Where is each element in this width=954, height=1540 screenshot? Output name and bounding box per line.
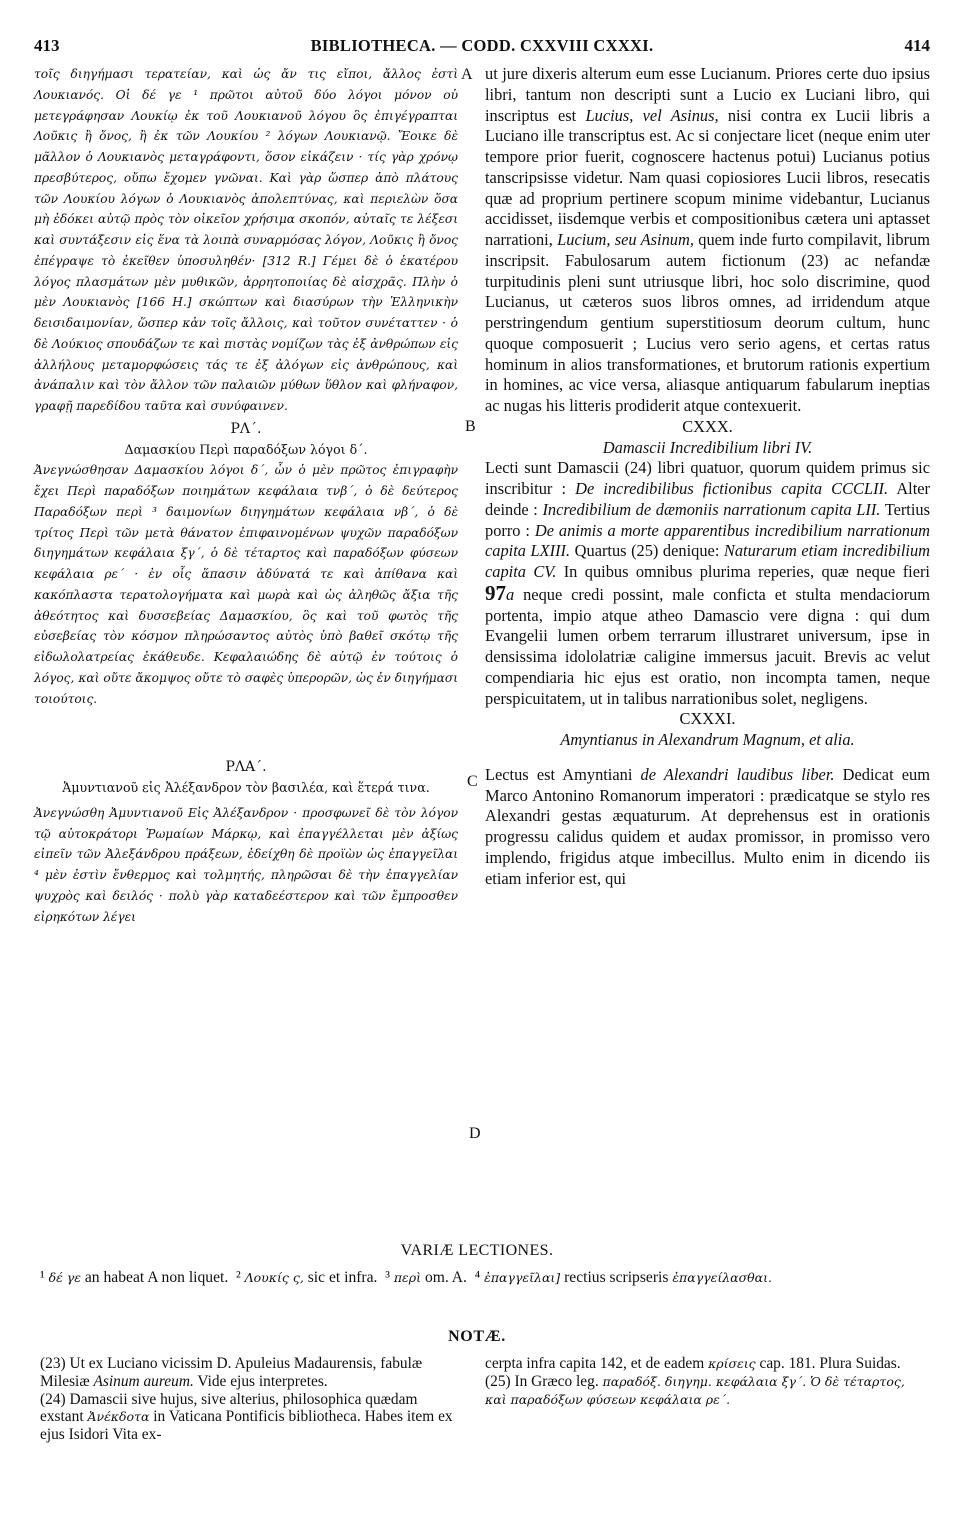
- latin-italic-title: Naturarum etiam incredibilium capita CV.: [485, 541, 930, 581]
- greek-column: [34, 64, 458, 927]
- column-marker-97: 97: [485, 580, 506, 605]
- notes-right-column: [485, 1355, 930, 1408]
- left-page-number: 413: [34, 36, 60, 55]
- latin-italic-title: de Alexandri laudibus liber.: [640, 764, 835, 784]
- greek-paragraph-1: τοῖς διηγήμασι τερατείαν, καὶ ὡς ἄν τις εἴποι, ἄλλος ἐστὶ Λουκιανός. Οἱ δέ γε ¹ πρῶτοι αὐτοῦ δύο λόγοι μόνον οὐ μετεγράφησαν Λουκίῳ ἐκ τοῦ Λουκιανοῦ λόγου ὃς ἐπιγέγραπται Λοῦκις ἢ ὄνος, ἢ ἐκ τῶν Λουκίου ² λόγων Λουκιανῷ. Ἔοικε δὲ μᾶλλον ὁ Λουκιανὸς μεταγράφοντι, ὅσον εἰκάζειν · τίς γὰρ χρόνῳ πρεσβύτερος, οὔπω ἔχομεν γνῶναι. Καὶ γὰρ ὥσπερ ἀπὸ πλάτους τῶν Λουκίου λόγων ὁ Λουκιανὸς ἀπολεπτύνας, καὶ περιελὼν ὅσα μὴ ἐδόκει αὐτῷ πρὸς τὸν οἰκεῖον χρήσιμα σκοπόν, αὐταῖς τε λέξεσι καὶ συντάξεσιν εἰς ἕνα τὰ λοιπὰ συναρμόσας λόγον, Λοῦκις ἢ ὄνος ἐπέγραψε τὸ ἐκεῖθεν ὑποσυληθέν· [312 R.] Γέμει δὲ ὁ ἑκατέρου λόγος πλασμάτων μὲν μυθικῶν, ἀρρητοποιίας δὲ αἰσχρᾶς. Πλὴν ὁ μὲν Λουκιανὸς [166 H.] σκώπτων καὶ διασύρων τὴν Ἑλληνικὴν δεισιδαιμονίαν, ὥσπερ κἀν τοῖς ἄλλοις, καὶ τοῦτον συνέταττεν · ὁ δὲ Λούκιος σπουδάζων τε καὶ πιστὰς νομίζων τὰς ἐξ ἀνθρώπων εἰς ἀλλήλους μεταμορφώσεις τάς τε ἐξ ἀλόγων εἰς ἀνθρώπους, καὶ ἀνάπαλιν καὶ τὸν ἄλλον τῶν παλαιῶν μύθων ὕθλον καὶ φλήναφον, γραφῇ παρεδίδου ταῦτα καὶ συνύφαινεν.: [34, 67, 458, 413]
- note-greek: κρίσεις: [708, 1356, 756, 1371]
- note-text: (25) In Græco leg.: [485, 1372, 599, 1390]
- latin-paragraph-1: [485, 64, 930, 417]
- note-text: cap. 181. Plura Suidas.: [759, 1355, 901, 1372]
- greek-subheading-130: Δαμασκίου Περὶ παραδόξων λόγοι δ΄.: [124, 441, 368, 457]
- note-text: cerpta infra capita 142, et de eadem: [485, 1355, 705, 1372]
- margin-letter-d: D: [469, 1125, 481, 1142]
- note-text: (24) Damascii sive hujus, sive alterius, philosophica quædam exstant: [40, 1390, 418, 1426]
- variant-number: ²: [236, 1269, 241, 1286]
- variant-note: om. A.: [424, 1269, 467, 1286]
- latin-text: Dedicat eum Marco Antonino Romanorum imperatori : prædicatque se stylo res Alexandri gestas æquaturum. At deprehensus est in orationis progressu calidus quidem et audax promissor, in promisso vero implendo, frigidus atque imbecillus. Multo enim in dicendo iis etiam inferior est, qui: [485, 764, 930, 888]
- page-header: [34, 36, 930, 60]
- variant-greek: Λουκίς ς,: [244, 1270, 304, 1285]
- greek-subheading-131: Ἀμυντιανοῦ εἰς Ἀλέξανδρον τὸν βασιλέα, καὶ ἕτερά τινα.: [62, 780, 430, 795]
- latin-heading-130: CXXX.: [682, 416, 733, 436]
- note-text: in Vaticana Pontificis bibliotheca. Habes item ex ejus Isidori Vita ex-: [40, 1408, 453, 1444]
- note-25: [485, 1373, 930, 1409]
- greek-paragraph-3: Ἀνεγνώσθη Ἀμυντιανοῦ Εἰς Ἀλέξανδρον · προσφωνεῖ δὲ τὸν λόγον τῷ αὐτοκράτορι Ῥωμαίων Μάρκῳ, καὶ ἐπαγγέλλεται μὲν ἀξίως εἰπεῖν τῶν Ἀλεξάνδρου πράξεων, ἐδείχθη δὲ προϊὼν ὡς ἐπαγγεῖλαι ⁴ μὲν ἐστὶν ἔνθερμος καὶ τολμητής, πληρῶσαι δὲ τὴν ἐπαγγελίαν ψυχρὸς καὶ δειλός · πολὺ γὰρ καταδεέστερον καὶ τῶν ἔμπροσθεν εἰρηκότων λέγει: [34, 805, 458, 924]
- greek-heading-131: ΡΛΑ΄.: [225, 759, 267, 776]
- greek-heading-130: ΡΛ΄.: [230, 420, 262, 437]
- latin-subheading-130: Damascii Incredibilium libri IV.: [602, 437, 813, 457]
- latin-text: Quartus (25) denique:: [574, 541, 720, 561]
- variae-lectiones-heading: VARIÆ LECTIONES.: [400, 1242, 554, 1259]
- latin-text: ut jure dixeris alterum eum esse Lucianum. Priores certe duo ipsius libri, tantum non descripti sunt a Lucio ex Luciani libro, qui inscriptus est: [485, 64, 930, 125]
- latin-text: quem inde furto compilavit, librum inscripsit. Fabulosarum autem fictionum (23) ac nefandæ turpitudinis pleni sunt utriusque libri, hoc solo discrimine, quod Lucianus, ut cæteros suos libros omnes, ad irridendum atque perstringendum gentium superstitiosum deorum cultum, hunc quoque composuerit ; Lucius vero serio agens, et certas ratus hominum in alios transformationes, et brutorum rationis expertium in homines, ac vice versa, aliasque antiquarum fabularum ineptias ac nugas his litteris prodiderit atque contexuerit.: [485, 230, 930, 415]
- variant-greek: ἐπαγγεῖλαι]: [484, 1270, 561, 1285]
- latin-italic-title: De animis a morte apparentibus incredibilium narrationum capita LXIII.: [485, 520, 931, 561]
- variant-greek: ἐπαγγείλασθαι.: [672, 1270, 772, 1285]
- margin-letter-c: C: [467, 773, 478, 790]
- column-marker-97-letter: a: [506, 584, 515, 604]
- greek-paragraph-2: Ἀνεγνώσθησαν Δαμασκίου λόγοι δ΄, ὧν ὁ μὲν πρῶτος ἐπιγραφὴν ἔχει Περὶ παραδόξων ποιημάτων κεφάλαια τνβ΄, ὁ δὲ δεύτερος Παραδόξων περὶ ³ δαιμονίων διηγημάτων κεφάλαια νβ΄, ὁ δὲ τρίτος Περὶ τῶν μετὰ θάνατον ἐπιφαινομένων ψυχῶν παραδόξων διηγημάτων κεφάλαια ξγ΄, ὁ δὲ τέταρτος καὶ παραδόξων φύσεων κεφάλαια ρε΄ · ἐν οἷς ἅπασιν ἀδύνατά τε καὶ ἀπίθανα καὶ κακόπλαστα τερατολογήματα καὶ μωρὰ καὶ ὡς ἀληθῶς ἄξια τῆς ἀθεότητος καὶ δυσσεβείας Δαμασκίου, ὃς καὶ τοῦ φωτὸς τῆς εὐσεβείας τὸν κόσμον πληρώσαντος αὐτὸς ὑπὸ βαθεῖ σκότῳ τῆς εἰδωλολατρείας ἐκάθευδε. Κεφαλαιώδης δὲ αὐτῷ ἐν τούτοις ὁ λόγος, καὶ οὔτε ἄκομψος οὔτε τὸ σαφὲς ὑπερορῶν, ὡς ἐν διηγήμασι τοιούτοις.: [34, 463, 458, 706]
- latin-text: nisi contra ex Lucii libris a Luciano ille transcriptus est. Ac si conjectare licet (neque enim uter tempore prior fuerit, cognoscere hactenus potui) Lucianus potius tanscripsisse videtur. Nam quasi copiosiores Lucii libros, resecatis quæ ad proprium pertinere scopum minime videbantur, Lucianus accidisset, iisdemque verbis et compositionibus cætera uni aptasset narrationi,: [485, 105, 930, 249]
- note-greek: Ἀνέκδοτα: [87, 1409, 150, 1425]
- variant-greek: δέ γε: [48, 1270, 81, 1285]
- latin-text: Lecti sunt Damascii (24) libri quatuor, quorum quidem primus sic inscribitur :: [485, 458, 930, 498]
- variant-number: ¹: [40, 1269, 45, 1286]
- note-text: (23) Ut ex Luciano vicissim D. Apuleius Madaurensis, fabulæ Milesiæ: [40, 1355, 423, 1390]
- variant-number: ³: [385, 1269, 390, 1286]
- notes-left-column: [40, 1355, 460, 1444]
- latin-italic-title: Lucius, vel Asinus,: [585, 105, 719, 125]
- latin-paragraph-2: [485, 458, 930, 709]
- note-italic: Asinum aureum.: [93, 1372, 194, 1390]
- latin-text: Lectus est Amyntiani: [485, 764, 633, 784]
- note-text: Vide ejus interpretes.: [197, 1372, 328, 1390]
- note-24: [40, 1391, 460, 1444]
- variant-note: sic et infra.: [307, 1269, 378, 1286]
- variae-lectiones-text: [40, 1268, 930, 1288]
- right-page-number: 414: [904, 36, 930, 55]
- latin-subheading-131: Amyntianus in Alexandrum Magnum, et alia.: [560, 730, 855, 749]
- latin-italic-title: De incredibilibus fictionibus capita CCCLII.: [575, 479, 889, 498]
- variant-greek: περὶ: [393, 1270, 422, 1285]
- margin-letter-a: A: [461, 66, 473, 83]
- latin-italic-title: Incredibilium de dæmoniis narrationum capita LII.: [542, 499, 881, 519]
- latin-text: In quibus omnibus plurima reperies, quæ neque fieri: [563, 562, 930, 581]
- latin-italic-title: Lucium, seu Asinum,: [557, 230, 694, 249]
- latin-column: [485, 64, 930, 889]
- notae-heading: NOTÆ.: [448, 1328, 506, 1345]
- note-23: [40, 1355, 460, 1391]
- note-greek: παραδόξ. διηγημ. κεφάλαια ξγ΄. Ὁ δὲ τέταρτος, καὶ παραδόξων φύσεων κεφάλαια ρε΄.: [485, 1373, 905, 1407]
- note-24-continued: [485, 1355, 930, 1373]
- latin-text: Tertius porro :: [485, 499, 930, 540]
- latin-heading-131: CXXXI.: [679, 709, 736, 729]
- latin-text: Alter deinde :: [485, 479, 930, 519]
- variant-number: ⁴: [474, 1269, 481, 1286]
- running-title: BIBLIOTHECA. — CODD. CXXVIII CXXXI.: [310, 36, 654, 55]
- margin-letter-b: B: [465, 418, 476, 435]
- variant-note: rectius scripseris: [564, 1269, 669, 1286]
- variant-note: an habeat A non liquet.: [84, 1269, 229, 1286]
- latin-paragraph-3: [485, 765, 930, 890]
- latin-text: neque credi possint, male conficta et stulta mendaciorum portenta, impio atque atheo Damascio vere digna : qui dum Evangelii lumen orbem terrarum illustraret universum, ipse in densissima idololatriæ caligine immersus jacuit. Brevis ac velut compendiaria hic ejus est oratio, non incompta tamen, neque perspicuitatem, ut in talibus narrationibus solet, negligens.: [485, 584, 930, 708]
